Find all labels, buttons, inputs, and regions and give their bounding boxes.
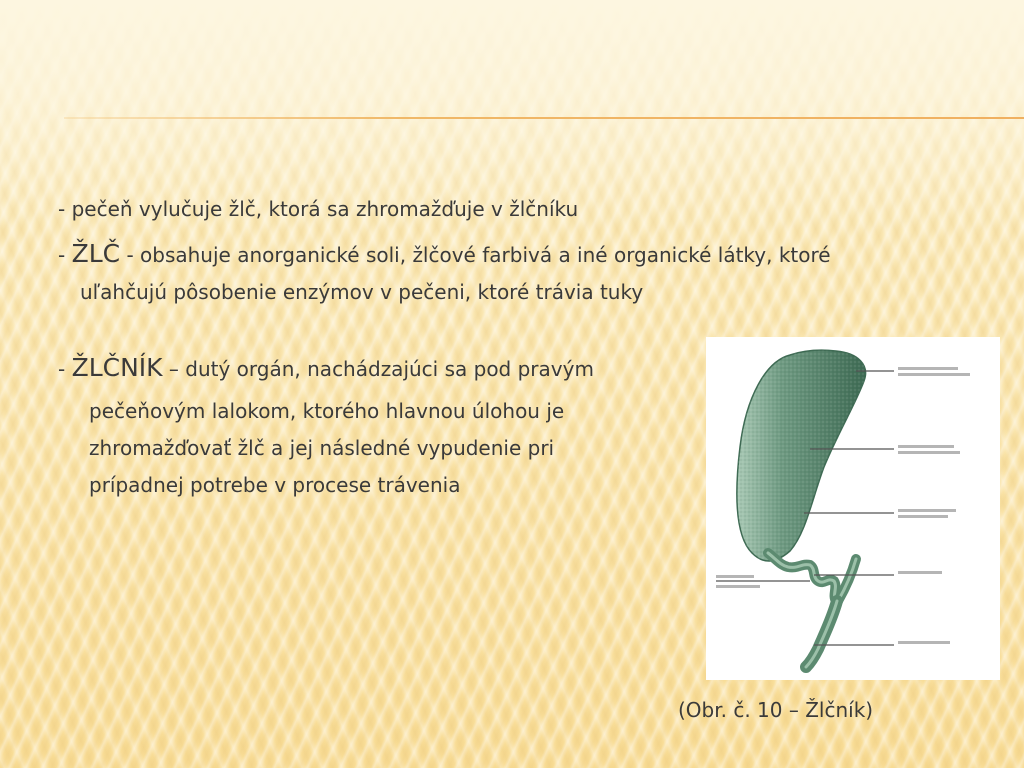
term-bile: ŽLČ (71, 239, 121, 268)
bullet-dash: - (58, 243, 72, 267)
text-line-gallbladder-definition (58, 353, 594, 382)
top-rule-divider (64, 117, 1024, 119)
text-line-bile-definition (58, 239, 831, 268)
text-line-gallbladder-cont-1: pečeňovým lalokom, ktorého hlavnou úlohou je (89, 399, 565, 423)
text-line-gallbladder-cont-2: zhromažďovať žlč a jej následné vypudenie pri (89, 436, 555, 460)
bile-description: - obsahuje anorganické soli, žlčové farbivá a iné organické látky, ktoré (120, 243, 831, 267)
text-line-gallbladder-cont-3: prípadnej potrebe v procese trávenia (89, 473, 461, 497)
term-gallbladder: ŽLČNÍK (71, 353, 163, 382)
gallbladder-description: – dutý orgán, nachádzajúci sa pod pravým (162, 357, 594, 381)
text-line-bile-continuation: uľahčujú pôsobenie enzýmov v pečeni, ktoré trávia tuky (80, 280, 644, 304)
bullet-dash: - (58, 357, 72, 381)
figure-caption: (Obr. č. 10 – Žlčník) (678, 698, 874, 722)
gallbladder-drawing (706, 337, 1000, 680)
gallbladder-illustration (706, 337, 1000, 680)
text-line-liver-bile: - pečeň vylučuje žlč, ktorá sa zhromažďuje v žlčníku (58, 197, 579, 221)
